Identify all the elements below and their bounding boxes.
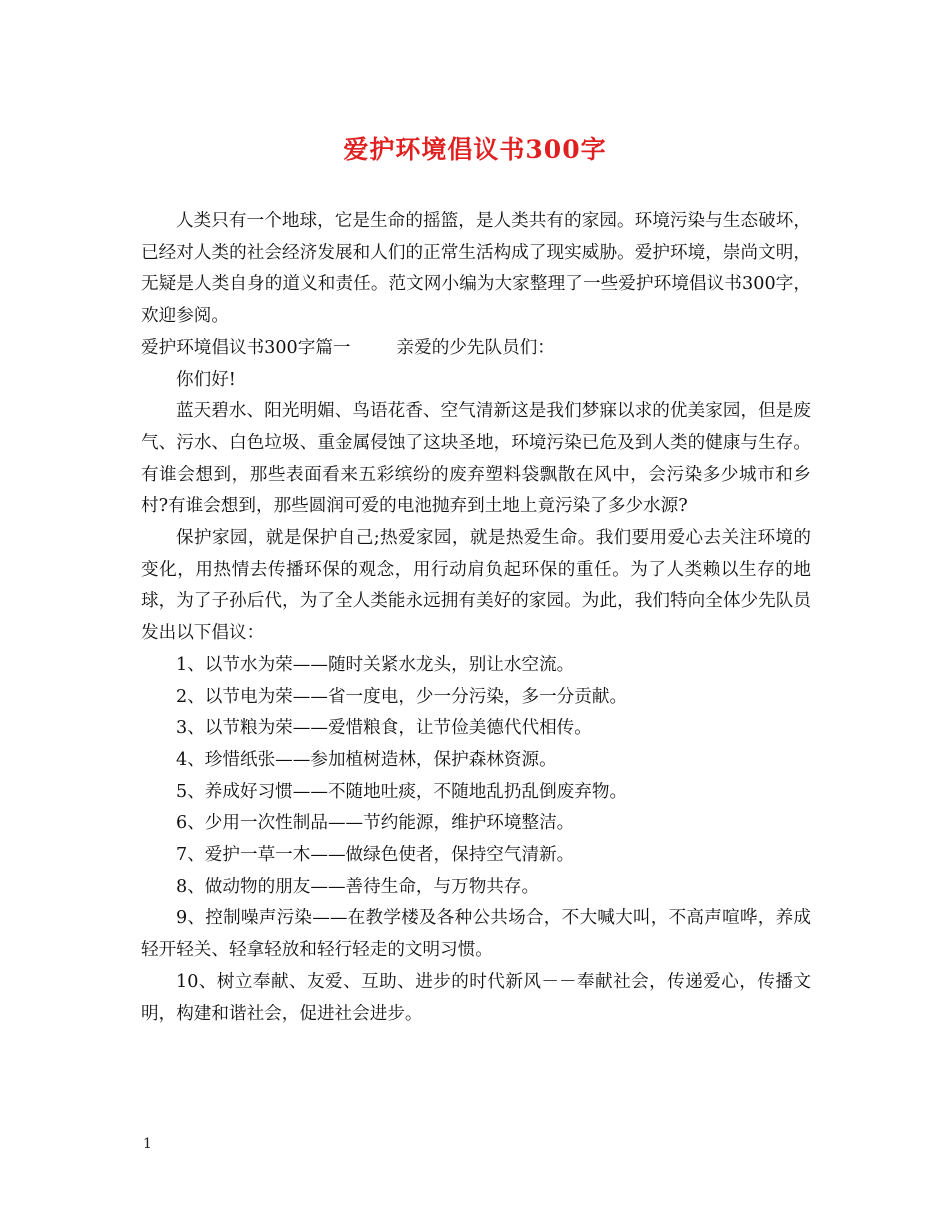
intro-paragraph: 人类只有一个地球，它是生命的摇篮，是人类共有的家园。环境污染与生态破坏，已经对人类的社会经济发展和人们的正常生活构成了现实威胁。爱护环境，崇尚文明，无疑是人类自身的道义和责任。范文网小编为大家整理了一些爱护环境倡议书300字，欢迎参阅。 bbox=[141, 211, 811, 327]
body-paragraph-2: 保护家园，就是保护自己;热爱家园，就是热爱生命。我们要用爱心去关注环境的变化，用热情去传播环保的观念，用行动肩负起环保的重任。为了人类赖以生存的地球，为了子孙后代，为了全人类能永远拥有美好的家园。为此，我们特向全体少先队员发出以下倡议： bbox=[141, 528, 811, 644]
document-title: 爱护环境倡议书300字 bbox=[343, 135, 607, 164]
section-heading-line bbox=[141, 333, 811, 365]
proposal-item-8: 8、做动物的朋友——善待生命，与万物共存。 bbox=[176, 876, 540, 897]
proposal-item-5: 5、养成好习惯——不随地吐痰，不随地乱扔乱倒废弃物。 bbox=[176, 781, 628, 802]
proposal-item-7: 7、爱护一草一木——做绿色使者，保持空气清新。 bbox=[176, 845, 575, 866]
proposal-item-4: 4、珍惜纸张——参加植树造林，保护森林资源。 bbox=[176, 749, 557, 770]
salutation: 亲爱的少先队员们： bbox=[396, 337, 555, 358]
document-body bbox=[141, 206, 811, 1030]
proposal-item-6: 6、少用一次性制品——节约能源，维护环境整洁。 bbox=[176, 813, 575, 834]
body-paragraph-1: 蓝天碧水、阳光明媚、鸟语花香、空气清新这是我们梦寐以求的优美家园，但是废气、污水、白色垃圾、重金属侵蚀了这块圣地，环境污染已危及到人类的健康与生存。有谁会想到，那些表面看来五彩缤纷的废弃塑料袋飘散在风中，会污染多少城市和乡村?有谁会想到，那些圆润可爱的电池抛弃到土地上竟污染了多少水源? bbox=[141, 401, 811, 517]
proposal-item-3: 3、以节粮为荣——爱惜粮食，让节俭美德代代相传。 bbox=[176, 718, 592, 739]
proposal-item-1: 1、以节水为荣——随时关紧水龙头，别让水空流。 bbox=[176, 654, 575, 675]
proposal-item-9: 9、控制噪声污染——在教学楼及各种公共场合，不大喊大叫，不高声喧哗，养成轻开轻关、轻拿轻放和轻行轻走的文明习惯。 bbox=[141, 908, 811, 961]
section-heading: 爱护环境倡议书300字篇一 bbox=[141, 337, 351, 358]
page-number: 1 bbox=[143, 1136, 152, 1152]
greeting: 你们好! bbox=[176, 369, 236, 390]
proposal-item-10: 10、树立奉献、友爱、互助、进步的时代新风－－奉献社会，传递爱心，传播文明，构建和谐社会，促进社会进步。 bbox=[141, 971, 811, 1024]
proposal-item-2: 2、以节电为荣——省一度电，少一分污染，多一分贡献。 bbox=[176, 686, 628, 707]
